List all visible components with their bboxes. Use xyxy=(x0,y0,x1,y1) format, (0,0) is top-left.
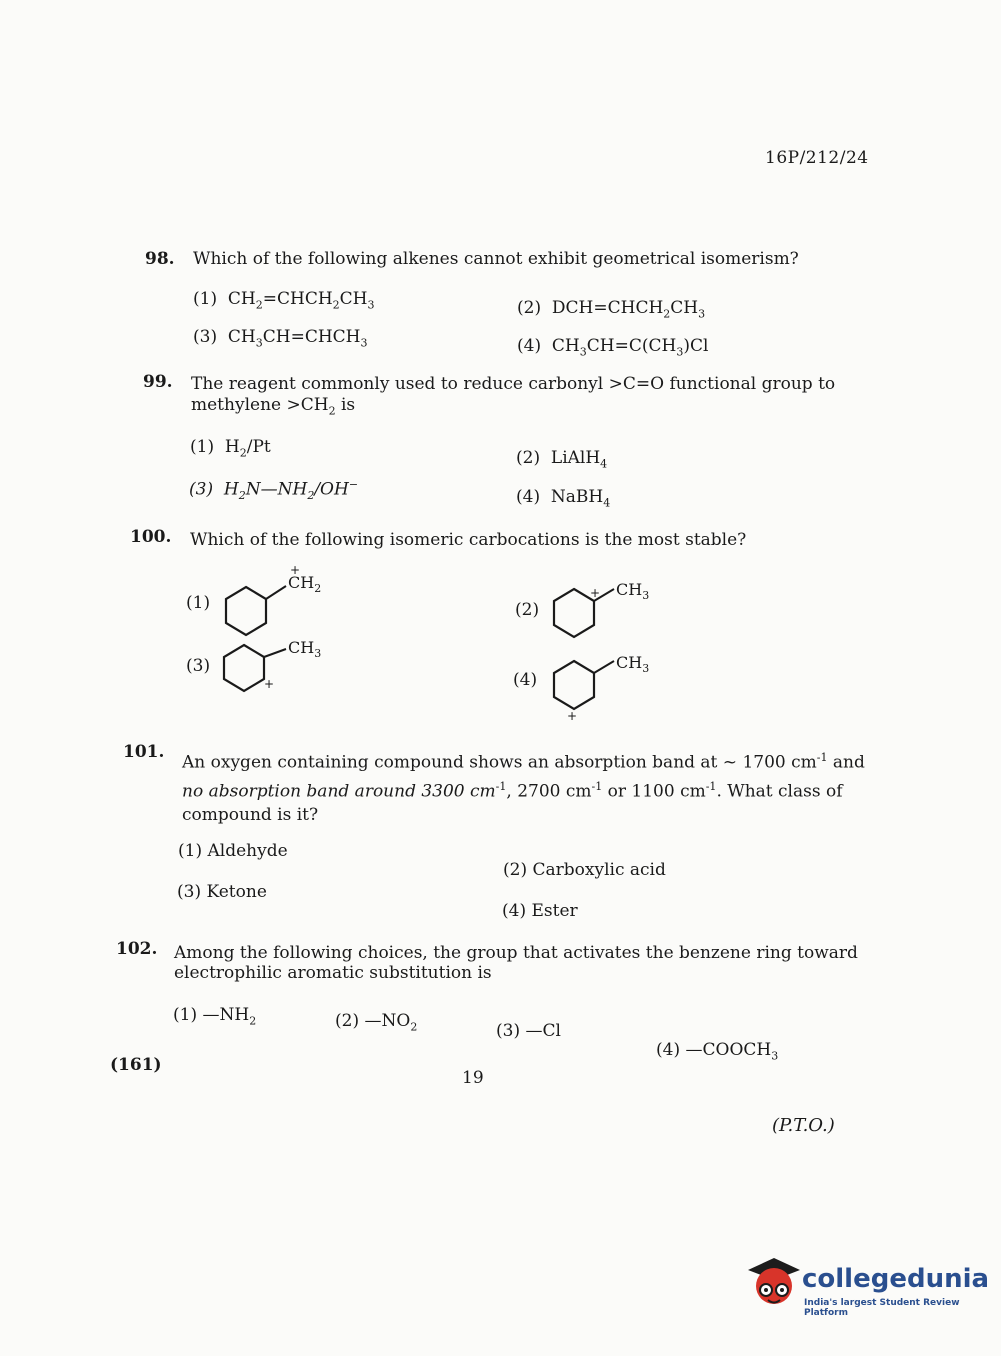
bond xyxy=(266,586,286,599)
cyclohexane-ring xyxy=(226,587,266,635)
page-number: 19 xyxy=(462,1068,484,1088)
q99-option-4: (4) NaBH$_4$ xyxy=(516,487,611,510)
q101-option-3: (3) Ketone xyxy=(177,882,267,902)
q100-option-3-structure xyxy=(218,635,338,695)
question-102-number: 102. xyxy=(116,939,158,959)
question-100-text: Which of the following isomeric carbocations is the most stable? xyxy=(190,530,747,550)
bond xyxy=(594,661,614,673)
q99-option-3: (3) $H_2N—NH_2/OH^-$ xyxy=(189,478,359,503)
pto-mark: (P.T.O.) xyxy=(772,1115,835,1136)
cyclohexane-ring xyxy=(554,589,594,637)
q98-option-3: (3) $CH_3CH=CHCH_3$ xyxy=(193,327,368,350)
q102-option-3: (3) —Cl xyxy=(496,1021,561,1041)
q99-option-1: (1) $H_2/Pt$ xyxy=(190,437,271,460)
question-102-text: Among the following choices, the group that activates the benzene ring toward electrophilic aromatic substitution is xyxy=(174,943,858,983)
logo-tagline: India's largest Student Review Platform xyxy=(804,1298,960,1318)
paper-code: 16P/212/24 xyxy=(765,148,869,168)
q101-option-4: (4) Ester xyxy=(502,901,578,921)
question-101-text: An oxygen containing compound shows an absorption band at ~ 1700 $cm^{-1}$ and no absorption band around 3300 $cm^{-1}$, 2700 $cm^{-1}$ or 1100 $cm^{-1}$. What class of compound is it? xyxy=(182,751,865,826)
q98-option-4: (4) $CH_3CH=C(CH_3)Cl$ xyxy=(517,336,709,359)
q102-option-1: (1) $—NH_2$ xyxy=(173,1005,257,1028)
q98-option-1: (1) $CH_2=CHCH_2CH_3$ xyxy=(193,289,375,312)
q100-option-2-label: (2) xyxy=(515,600,540,620)
bond xyxy=(264,649,286,657)
carbocation-charge: + xyxy=(590,586,601,600)
question-99-text: The reagent commonly used to reduce carbonyl >C=O functional group to methylene $>CH_2$ is xyxy=(191,374,836,418)
question-101-number: 101. xyxy=(123,742,165,762)
question-98-text: Which of the following alkenes cannot exhibit geometrical isomerism? xyxy=(193,249,799,269)
q99-option-2: (2) LiAlH$_4$ xyxy=(516,448,608,471)
q101-option-2: (2) Carboxylic acid xyxy=(503,860,666,880)
cyclohexane-ring xyxy=(224,645,264,691)
q100-option-4-label: (4) xyxy=(513,670,538,690)
carbocation-charge: + xyxy=(290,563,301,577)
q101-option-1: (1) Aldehyde xyxy=(178,841,288,861)
question-99-number: 99. xyxy=(143,372,173,392)
collegedunia-logo xyxy=(744,1252,990,1318)
q98-option-2: (2) $DCH=CHCH_2CH_3$ xyxy=(517,298,706,321)
question-100-number: 100. xyxy=(130,527,172,547)
paper-number: (161) xyxy=(110,1055,162,1075)
mascot-icon xyxy=(744,1252,802,1310)
substituent-label: $CH_3$ xyxy=(616,653,650,675)
carbocation-charge: + xyxy=(567,709,578,723)
q102-option-2: (2) $—NO_2$ xyxy=(335,1011,418,1034)
logo-name: collegedunia xyxy=(802,1264,990,1294)
q100-option-4-structure xyxy=(548,645,668,725)
cyclohexane-ring xyxy=(554,661,594,709)
q100-option-2-structure xyxy=(548,575,668,640)
substituent-label: $CH_2$ xyxy=(288,573,322,595)
carbocation-charge: + xyxy=(264,677,275,691)
q100-option-1-label: (1) xyxy=(186,593,211,613)
q100-option-1-structure xyxy=(218,562,338,637)
substituent-label: $CH_3$ xyxy=(616,580,650,602)
substituent-label: $CH_3$ xyxy=(288,638,322,660)
q100-option-3-label: (3) xyxy=(186,656,211,676)
q102-option-4: (4) $—COOCH_3$ xyxy=(656,1040,779,1063)
question-98-number: 98. xyxy=(145,249,175,269)
